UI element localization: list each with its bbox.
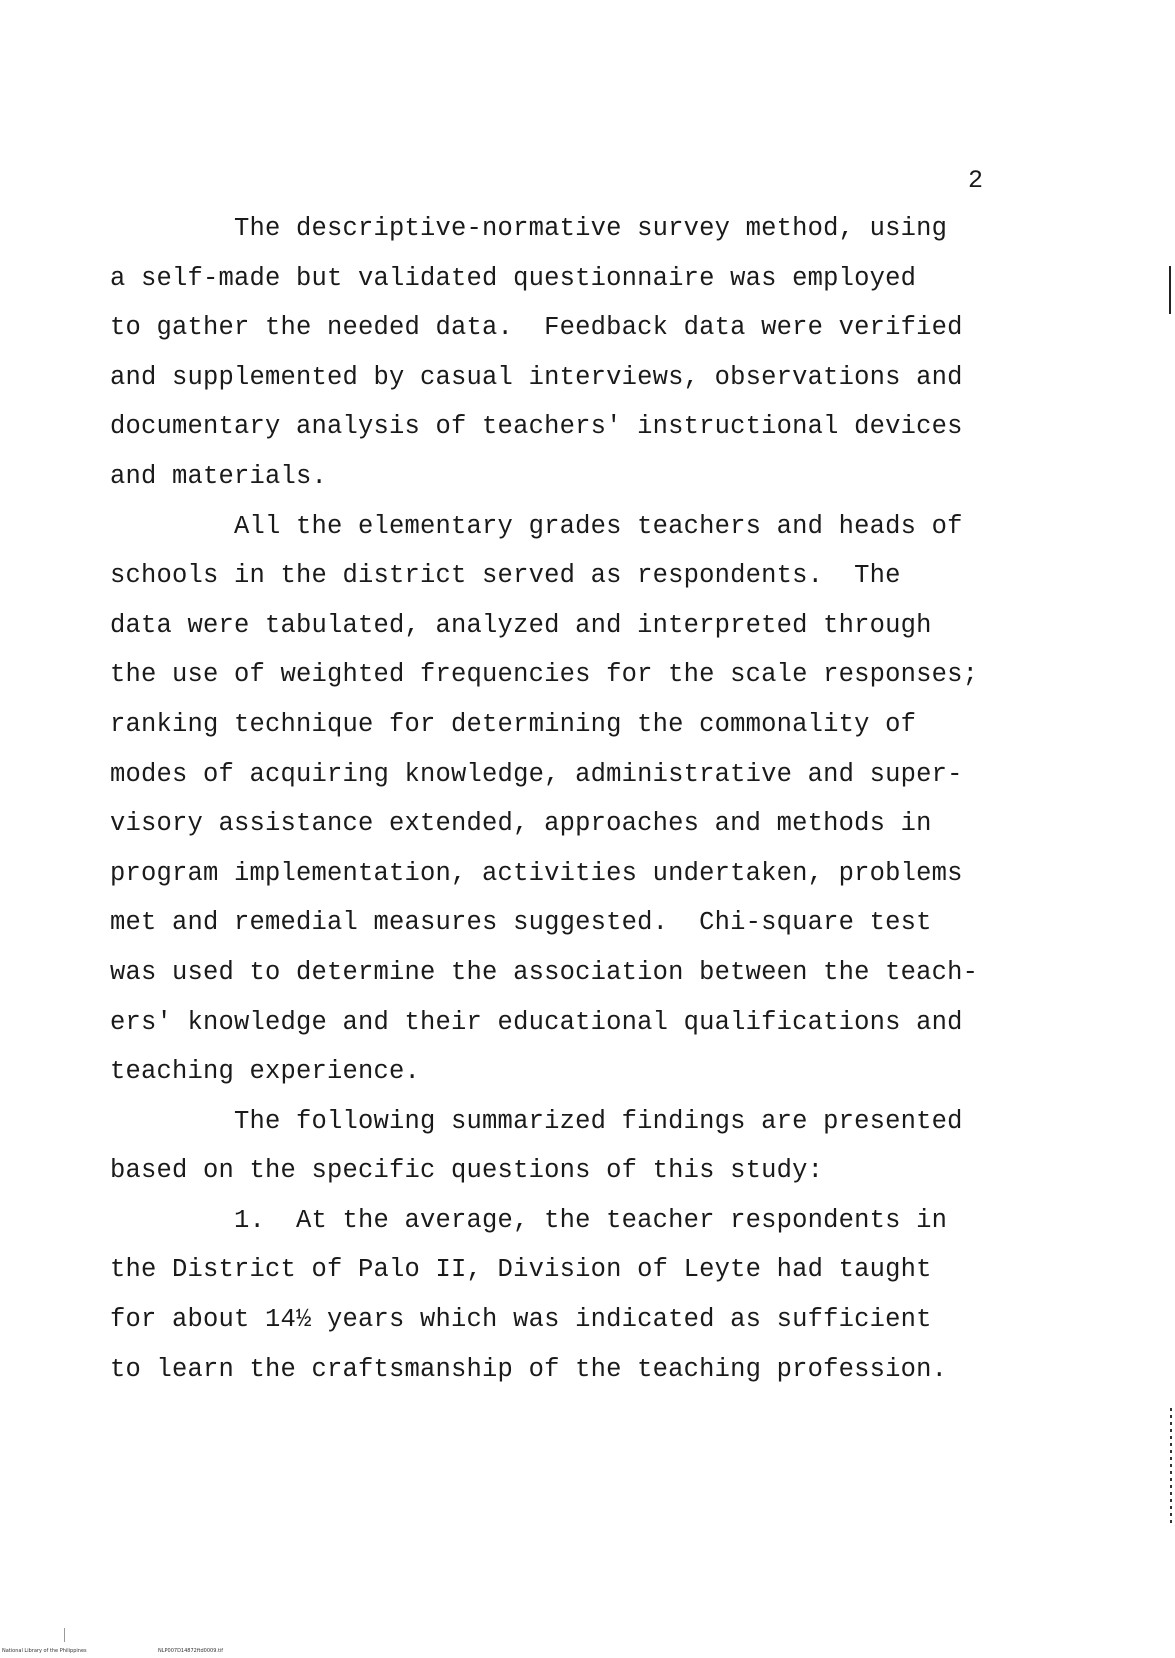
text-line: ers' knowledge and their educational qualifications and: [110, 1007, 963, 1037]
text-line: 1. At the average, the teacher respondents in: [110, 1205, 948, 1235]
scan-edge-mark: [1170, 1408, 1172, 1524]
footer-library-credit: National Library of the Philippines: [2, 1648, 87, 1654]
text-line: to learn the craftsmanship of the teaching profession.: [110, 1354, 948, 1384]
text-line: documentary analysis of teachers' instructional devices: [110, 412, 963, 442]
document-body: [110, 204, 1120, 1394]
scan-edge-mark: [1169, 266, 1171, 314]
text-line: and supplemented by casual interviews, observations and: [110, 362, 963, 392]
text-line: was used to determine the association between the teach-: [110, 957, 979, 987]
text-line: The descriptive-normative survey method, using: [110, 214, 948, 243]
text-line: schools in the district served as respondents. The: [110, 561, 901, 591]
text-line: ranking technique for determining the commonality of: [110, 709, 917, 739]
text-line: to gather the needed data. Feedback data were verified: [110, 313, 963, 343]
text-line: based on the specific questions of this study:: [110, 1156, 824, 1186]
text-line: The following summarized findings are presented: [110, 1106, 963, 1136]
text-line: for about 14½ years which was indicated as sufficient: [110, 1305, 932, 1335]
scan-tick-mark: [64, 1628, 65, 1642]
text-line: and materials.: [110, 461, 328, 491]
page-number: 2: [968, 166, 984, 195]
text-line: a self-made but validated questionnaire was employed: [110, 263, 917, 293]
text-line: visory assistance extended, approaches and methods in: [110, 809, 932, 839]
text-line: modes of acquiring knowledge, administrative and super-: [110, 759, 963, 789]
footer-file-name: NLP007D14872ftd0009.tif: [158, 1648, 224, 1654]
text-line: the use of weighted frequencies for the scale responses;: [110, 660, 979, 690]
text-line: program implementation, activities undertaken, problems: [110, 858, 963, 888]
text-line: met and remedial measures suggested. Chi-square test: [110, 908, 932, 938]
text-line: data were tabulated, analyzed and interpreted through: [110, 610, 932, 640]
text-line: All the elementary grades teachers and heads of: [110, 511, 963, 541]
text-line: teaching experience.: [110, 1057, 421, 1087]
text-line: the District of Palo II, Division of Leyte had taught: [110, 1255, 932, 1285]
